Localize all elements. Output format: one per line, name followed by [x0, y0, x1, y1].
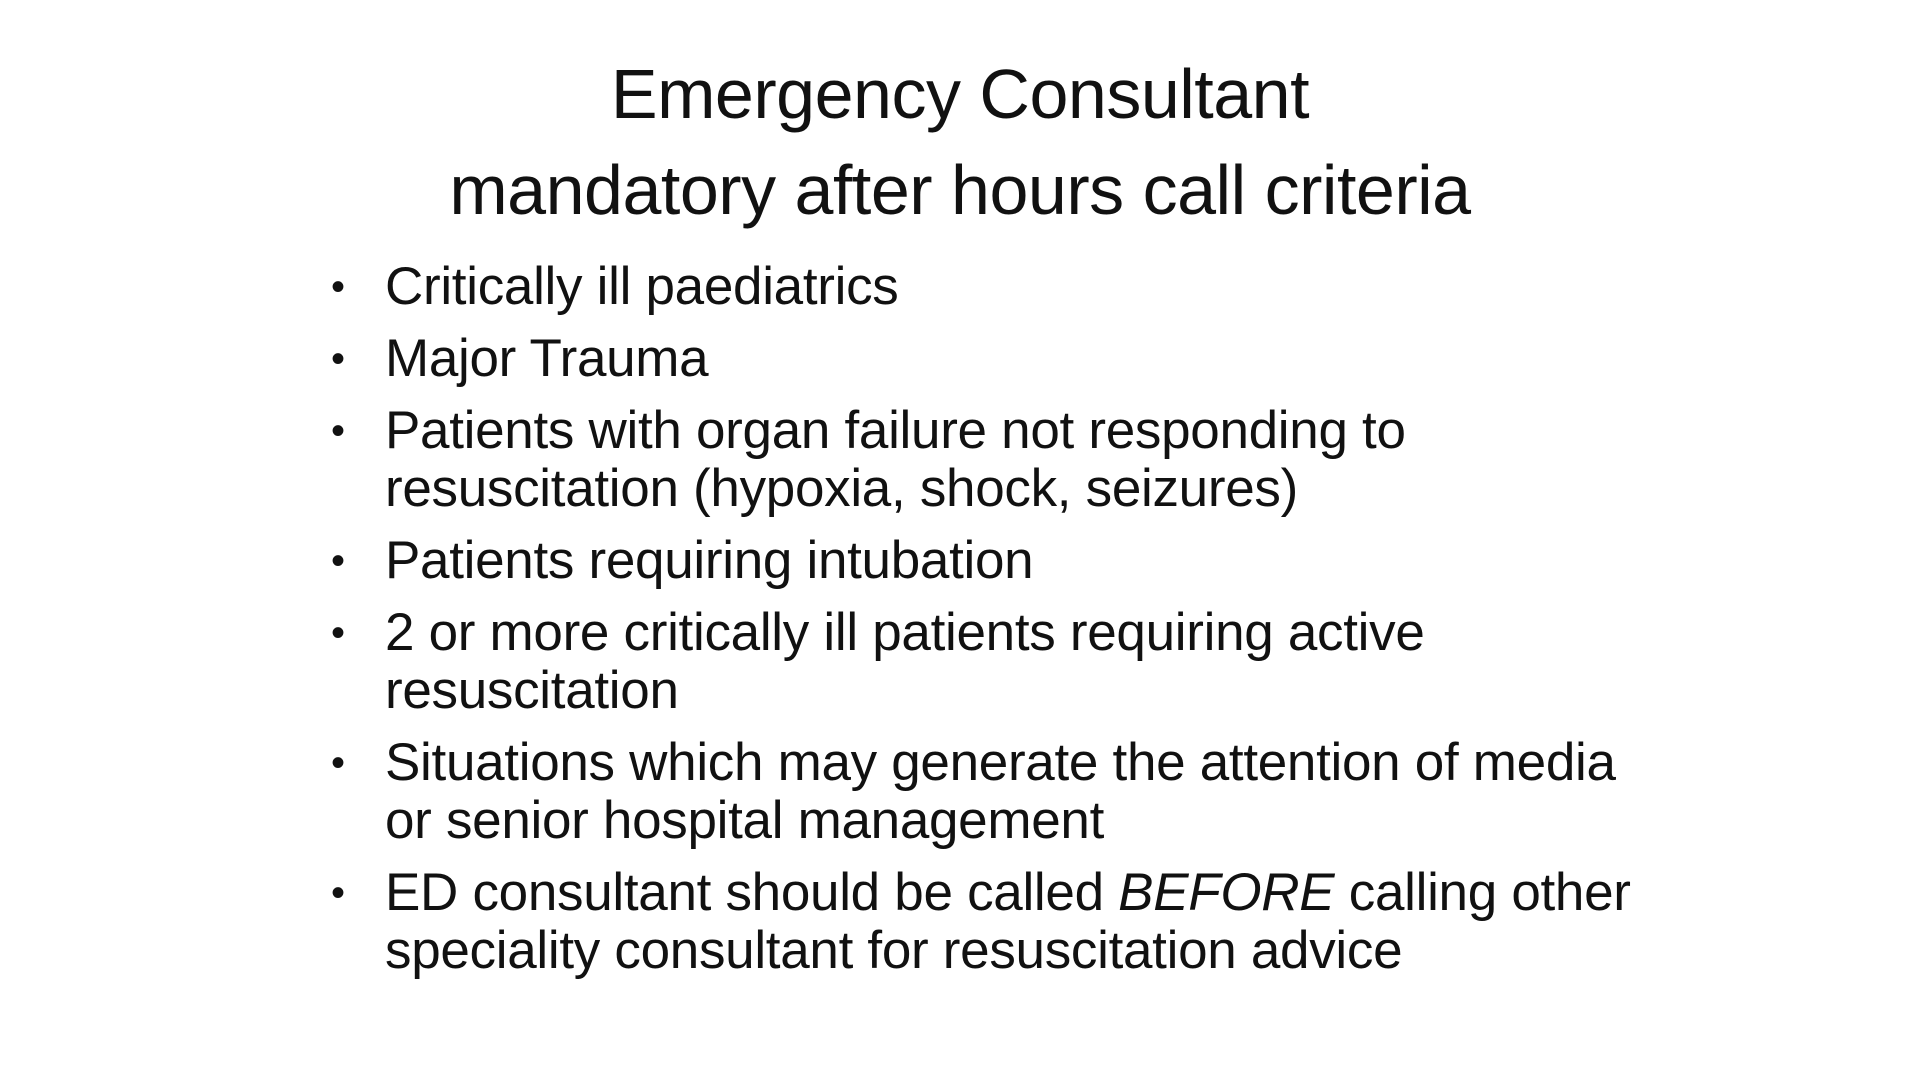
- criteria-item-intubation: [327, 532, 1647, 590]
- criteria-text-after: calling other speciality consultant for resuscitation advice: [385, 863, 1631, 980]
- bullet-icon: •: [331, 409, 345, 453]
- criteria-item-media-attention: [327, 734, 1647, 850]
- slide-title: [0, 46, 1920, 238]
- criteria-item-multiple-patients: [327, 604, 1647, 720]
- criteria-text-emphasis: BEFORE: [1118, 863, 1335, 922]
- criteria-text: Critically ill paediatrics: [385, 257, 899, 316]
- bullet-icon: •: [331, 741, 345, 785]
- criteria-text: Major Trauma: [385, 329, 709, 388]
- bullet-icon: •: [331, 265, 345, 309]
- criteria-item-call-order: [327, 864, 1647, 980]
- criteria-text: 2 or more critically ill patients requiring active resuscitation: [385, 603, 1425, 720]
- criteria-list: [327, 258, 1647, 994]
- bullet-icon: •: [331, 539, 345, 583]
- criteria-text: Situations which may generate the attention of media or senior hospital management: [385, 733, 1616, 850]
- bullet-icon: •: [331, 337, 345, 381]
- criteria-text-before: ED consultant should be called: [385, 863, 1119, 922]
- title-line-2: mandatory after hours call criteria: [449, 151, 1471, 229]
- title-line-1: Emergency Consultant: [610, 55, 1310, 133]
- criteria-text: Patients requiring intubation: [385, 531, 1034, 590]
- criteria-text: [385, 863, 1631, 980]
- criteria-text: Patients with organ failure not responding to resuscitation (hypoxia, shock, seizures): [385, 401, 1406, 518]
- bullet-icon: •: [331, 611, 345, 655]
- bullet-icon: •: [331, 871, 345, 915]
- criteria-item-organ-failure: [327, 402, 1647, 518]
- criteria-item-paediatrics: [327, 258, 1647, 316]
- criteria-item-major-trauma: [327, 330, 1647, 388]
